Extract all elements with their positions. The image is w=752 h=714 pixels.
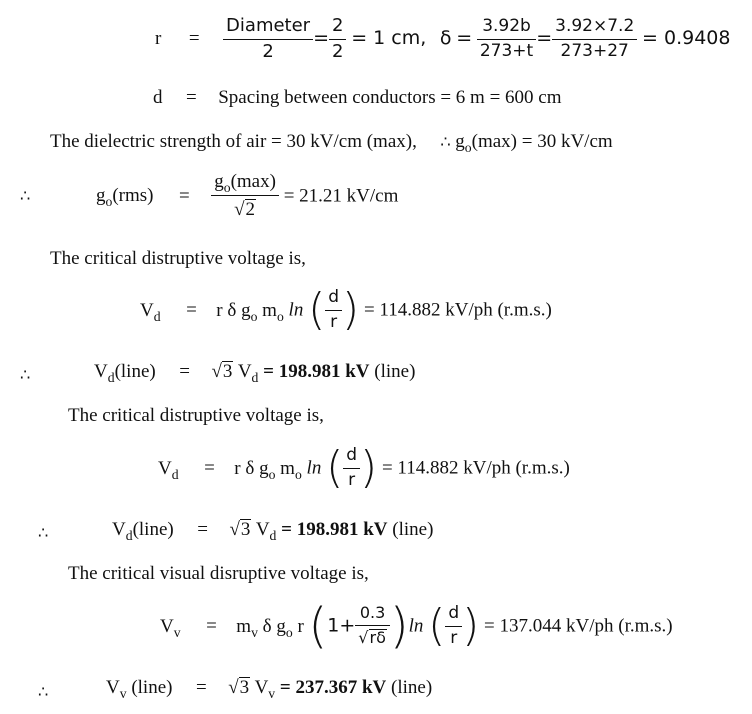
therefore-symbol: ∴ — [20, 186, 31, 205]
symbol-r: r — [155, 27, 162, 49]
therefore-symbol: ∴ — [38, 682, 49, 701]
fraction-2-over-2: $\frac{2}{2}$ — [329, 17, 346, 62]
fraction-d-over-r: $\frac{d}{r}$ — [343, 447, 360, 490]
block3-heading: The critical visual disruptive voltage is, — [68, 563, 369, 584]
delta-value: = 0.9408 — [642, 26, 731, 49]
fraction-0.3-over-root-r-delta: $\frac{0.3}{√r\delta}$ — [355, 605, 390, 647]
fraction-numeric-delta: $\frac{3.92\times 7.2}{273+27}$ — [552, 18, 637, 61]
fraction-gmax-over-root2: $\frac{g_o(\max)}{√2}$ — [211, 172, 279, 220]
symbol-d: d — [153, 87, 163, 108]
fraction-d-over-r: $\frac{d}{r}$ — [325, 289, 342, 332]
block3-vv-equation: $V_v = m_v$ δ $g_o$ r (1+ $\frac{0.3}{√r\delta}$ )ln ( $\frac{d}{r}$ ) = 137.044 kV/ph (r.m.s.) — [160, 598, 673, 654]
fraction-d-over-r: $\frac{d}{r}$ — [445, 605, 462, 648]
block1-vd-line-equation: $V_d(line) = √3$ $V_d = 198.981$ kV (line) — [94, 361, 416, 385]
therefore-symbol: ∴ — [440, 132, 451, 151]
spacing-text: Spacing between conductors = 6 m = 600 cm — [218, 87, 562, 108]
vv-value: = 137.044 kV/ph (r.m.s.) — [484, 615, 673, 637]
equals-sign: = — [186, 87, 197, 108]
block3-vv-line-equation: $V_v$ (line) = √3 $V_v = 237.367$ kV (line) — [106, 677, 433, 701]
dielectric-text: The dielectric strength of air = 30 kV/cm (max), — [50, 131, 417, 152]
block2-vd-equation: $V_d = r$ δ $g_o$ $m_o$ ln ( $\frac{d}{r}$ ) = 114.882 kV/ph (r.m.s.) — [158, 442, 570, 493]
symbol-delta: δ — [439, 26, 452, 49]
fraction-diameter-over-2: $\frac{\text{Diameter}}{2}$ — [223, 17, 313, 62]
dielectric-strength-line: The dielectric strength of air = 30 kV/cm (max), ∴ $g_o(\max) = 30$ kV/cm — [50, 131, 613, 155]
therefore-symbol: ∴ — [38, 523, 49, 542]
equals-sign: = — [188, 27, 200, 49]
block1-heading: The critical distruptive voltage is, — [50, 248, 306, 269]
vd-value: = 114.882 kV/ph (r.m.s.) — [363, 299, 552, 321]
block1-vd-equation: $V_d = r$ δ $g_o$ $m_o$ ln ( $\frac{d}{r}$ ) = 114.882 kV/ph (r.m.s.) — [140, 284, 552, 335]
equation-radius-delta: r = $\frac{\text{Diameter}}{2}$ = $\frac{2}{2}$ = 1 cm, δ = $\frac{3.92b}{273+t}$ = $\frac{3.92\times 7.2}{273+27}$ = 0.9408 — [155, 15, 731, 62]
equation-spacing — [153, 88, 562, 107]
vv-line-value: = 237.367 kV — [279, 677, 387, 698]
block2-vd-line-equation: $V_d(line) = √3$ $V_d = 198.981$ kV (line) — [112, 519, 434, 543]
vd-line-value: = 198.981 kV — [263, 361, 370, 382]
vd-value: = 114.882 kV/ph (r.m.s.) — [381, 457, 570, 479]
fraction-3.92b-over-273-t: $\frac{3.92b}{273+t}$ — [477, 18, 536, 61]
vd-line-value: = 198.981 kV — [281, 519, 388, 540]
equation-g-rms: $g_o(rms)$ = $\frac{g_o(\max)}{√2}$ = 21.21 kV/cm — [96, 171, 399, 220]
g-rms-value: = 21.21 kV/cm — [283, 185, 399, 207]
block2-heading: The critical distruptive voltage is, — [68, 405, 324, 426]
therefore-symbol: ∴ — [20, 365, 31, 384]
radius-value: = 1 cm, — [351, 26, 427, 49]
